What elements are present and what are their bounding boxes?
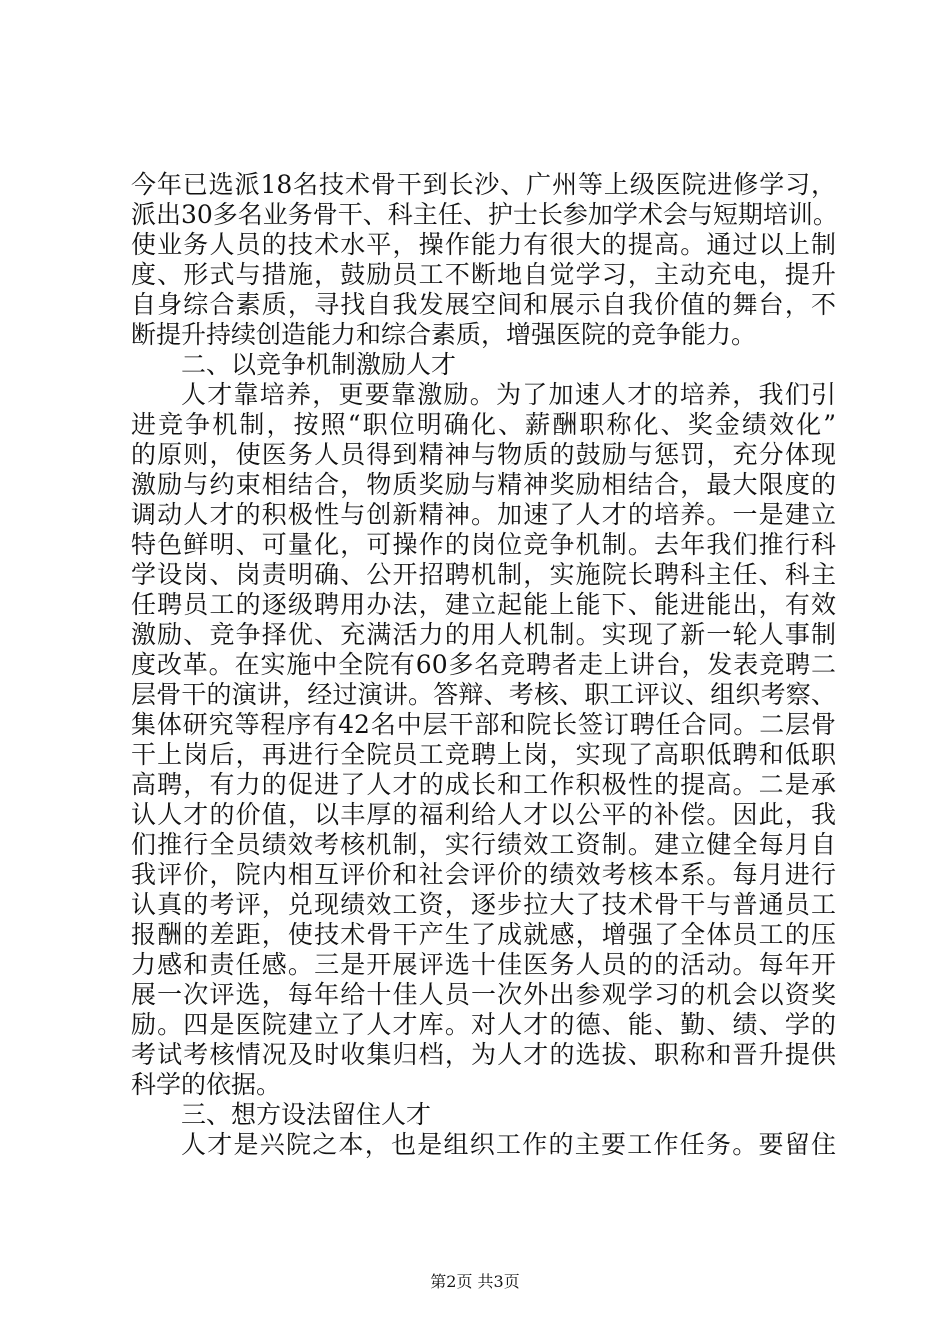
text-line: 激励、竞争择优、充满活力的用人机制。实现了新一轮人事制 bbox=[131, 620, 836, 649]
text-line: 度改革。在实施中全院有60多名竞聘者走上讲台，发表竞聘二 bbox=[131, 650, 836, 679]
text-line: 人才靠培养，更要靠激励。为了加速人才的培养，我们引 bbox=[181, 380, 836, 409]
body-text bbox=[131, 170, 836, 1160]
text-line: 的原则，使医务人员得到精神与物质的鼓励与惩罚，充分体现 bbox=[131, 440, 836, 469]
text-line: 我评价，院内相互评价和社会评价的绩效考核本系。每月进行 bbox=[131, 860, 836, 889]
text-line: 认人才的价值，以丰厚的福利给人才以公平的补偿。因此，我 bbox=[131, 800, 836, 829]
text-line: 激励与约束相结合，物质奖励与精神奖励相结合，最大限度的 bbox=[131, 470, 836, 499]
text-line: 展一次评选，每年给十佳人员一次外出参观学习的机会以资奖 bbox=[131, 980, 836, 1009]
text-line: 报酬的差距，使技术骨干产生了成就感，增强了全体员工的压 bbox=[131, 920, 836, 949]
text-line: 度、形式与措施，鼓励员工不断地自觉学习，主动充电，提升 bbox=[131, 260, 836, 289]
text-line: 学设岗、岗责明确、公开招聘机制，实施院长聘科主任、科主 bbox=[131, 560, 836, 589]
text-line: 特色鲜明、可量化，可操作的岗位竞争机制。去年我们推行科 bbox=[131, 530, 836, 559]
text-line: 考试考核情况及时收集归档，为人才的选拔、职称和晋升提供 bbox=[131, 1040, 836, 1069]
text-line: 认真的考评，兑现绩效工资，逐步拉大了技术骨干与普通员工 bbox=[131, 890, 836, 919]
page-number-label: 第2页 共3页 bbox=[430, 1272, 520, 1291]
text-line: 励。四是医院建立了人才库。对人才的德、能、勤、绩、学的 bbox=[131, 1010, 836, 1039]
text-line: 人才是兴院之本，也是组织工作的主要工作任务。要留住 bbox=[181, 1130, 836, 1159]
text-line: 派出30多名业务骨干、科主任、护士长参加学术会与短期培训。 bbox=[131, 200, 838, 229]
text-line: 任聘员工的逐级聘用办法，建立起能上能下、能进能出，有效 bbox=[131, 590, 836, 619]
text-line: 断提升持续创造能力和综合素质，增强医院的竞争能力。 bbox=[131, 320, 757, 349]
section-heading-2: 二、以竞争机制激励人才 bbox=[181, 350, 457, 379]
text-line: 干上岗后，再进行全院员工竞聘上岗，实现了高职低聘和低职 bbox=[131, 740, 836, 769]
text-line: 力感和责任感。三是开展评选十佳医务人员的的活动。每年开 bbox=[131, 950, 836, 979]
section-heading-3: 三、想方设法留住人才 bbox=[181, 1100, 432, 1129]
text-line: 使业务人员的技术水平，操作能力有很大的提高。通过以上制 bbox=[131, 230, 836, 259]
text-line: 高聘，有力的促进了人才的成长和工作积极性的提高。二是承 bbox=[131, 770, 836, 799]
text-line: 层骨干的演讲，经过演讲。答辩、考核、职工评议、组织考察、 bbox=[131, 680, 836, 709]
text-line: 今年已选派18名技术骨干到长沙、广州等上级医院进修学习， bbox=[131, 170, 836, 199]
text-line: 调动人才的积极性与创新精神。加速了人才的培养。一是建立 bbox=[131, 500, 836, 529]
text-line: 们推行全员绩效考核机制，实行绩效工资制。建立健全每月自 bbox=[131, 830, 836, 859]
text-line: 进竞争机制，按照“职位明确化、薪酬职称化、奖金绩效化” bbox=[131, 410, 836, 439]
text-line: 科学的依据。 bbox=[131, 1070, 282, 1099]
page-footer bbox=[0, 1272, 950, 1292]
text-line: 集体研究等程序有42名中层干部和院长签订聘任合同。二层骨 bbox=[131, 710, 836, 739]
text-line: 自身综合素质，寻找自我发展空间和展示自我价值的舞台，不 bbox=[131, 290, 836, 319]
